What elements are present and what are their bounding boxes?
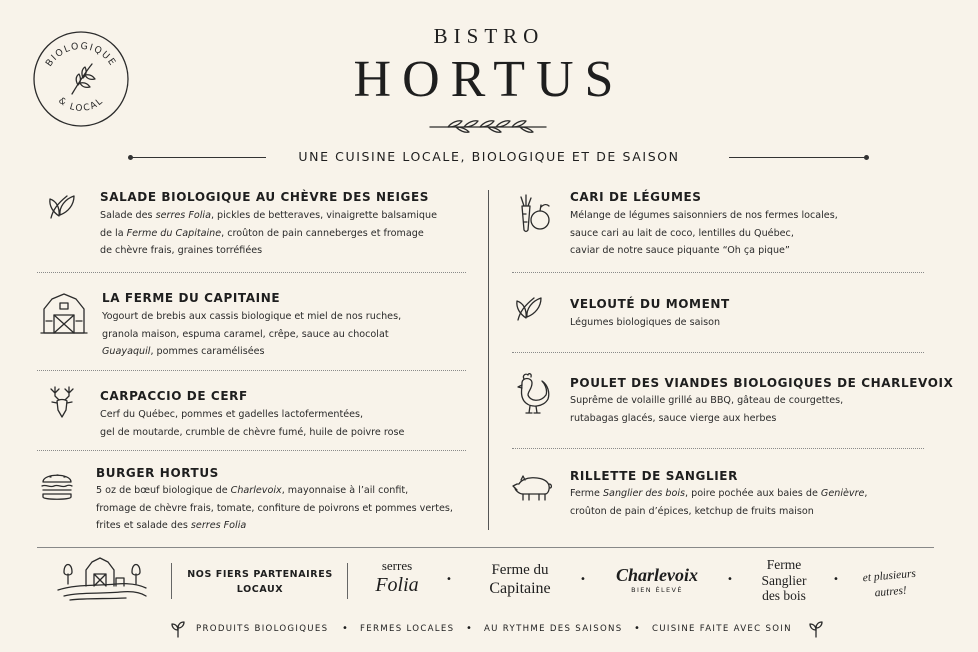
boar-icon bbox=[511, 472, 553, 502]
dish-desc-cari: Mélange de légumes saisonniers de nos fermes locales, sauce cari au lait de coco, lentilles du Québec, caviar de notre sauce piquante “Oh ça pique” bbox=[570, 210, 838, 257]
separator-bullet: • bbox=[833, 574, 839, 585]
dish-desc-rillette: Ferme Sanglier des bois, poire pochée aux baies de Genièvre, croûton de pain d’épices, ketchup de fruits maison bbox=[570, 488, 868, 517]
sprout-icon bbox=[170, 620, 186, 638]
dish-title-veloute: VELOUTÉ DU MOMENT bbox=[570, 297, 730, 311]
dish-desc-carpaccio: Cerf du Québec, pommes et gadelles lactofermentées, gel de moutarde, crumble de chèvre fumé, huile de poivre rose bbox=[100, 409, 405, 438]
dish-separator bbox=[37, 272, 466, 273]
footer-divider bbox=[171, 563, 172, 599]
dish-title-salade: SALADE BIOLOGIQUE AU CHÈVRE DES NEIGES bbox=[100, 190, 430, 204]
dish-separator bbox=[512, 352, 924, 353]
chicken-icon bbox=[512, 371, 552, 415]
deer-icon bbox=[46, 384, 78, 420]
bottom-strip-item: AU RYTHME DES SAISONS bbox=[484, 624, 623, 634]
barn-icon bbox=[40, 291, 88, 335]
footer-divider bbox=[347, 563, 348, 599]
dish-separator bbox=[512, 272, 924, 273]
partner-others: et plusieurs autres! bbox=[862, 567, 917, 600]
sprout-icon bbox=[808, 620, 824, 638]
partner-ferme-du-capitaine: Ferme du Capitaine bbox=[489, 562, 551, 597]
dish-title-rillette: RILLETTE DE SANGLIER bbox=[570, 469, 738, 483]
badge-text-bottom: & LOCAL bbox=[56, 95, 106, 114]
tagline-dot-right bbox=[864, 155, 869, 160]
separator-bullet: • bbox=[727, 574, 733, 585]
bottom-strip-item: CUISINE FAITE AVEC SOIN bbox=[652, 624, 792, 634]
dish-separator bbox=[37, 370, 466, 371]
brand-main: HORTUS bbox=[353, 51, 625, 108]
footer-rule bbox=[37, 547, 934, 548]
separator-bullet: • bbox=[634, 623, 640, 634]
column-divider bbox=[488, 190, 489, 530]
vegetables-icon bbox=[514, 192, 554, 234]
separator-bullet: • bbox=[342, 623, 348, 634]
separator-bullet: • bbox=[446, 574, 452, 585]
partner-charlevoix: Charlevoix BIEN ÉLEVÉ bbox=[615, 565, 698, 594]
separator-bullet: • bbox=[580, 574, 586, 585]
branch-ornament-icon bbox=[428, 114, 550, 136]
dish-title-cari: CARI DE LÉGUMES bbox=[570, 190, 702, 204]
bottom-strip-item: FERMES LOCALES bbox=[360, 624, 455, 634]
separator-bullet: • bbox=[466, 623, 472, 634]
leaf-icon bbox=[512, 292, 544, 324]
partner-serres-folia: serres Folia bbox=[375, 558, 419, 596]
dish-desc-veloute: Légumes biologiques de saison bbox=[570, 317, 721, 328]
burger-icon bbox=[40, 467, 74, 503]
dish-desc-salade: Salade des serres Folia, pickles de betteraves, vinaigrette balsamique de la Ferme du Capitaine, croûton de pain canneberges et fromage de chèvre frais, graines torréfiées bbox=[100, 210, 437, 257]
dish-title-poulet: POULET DES VIANDES BIOLOGIQUES DE CHARLEVOIX bbox=[570, 376, 954, 390]
brand-top: BISTRO bbox=[433, 24, 545, 48]
farm-landscape-icon bbox=[56, 556, 148, 602]
dish-title-ferme: LA FERME DU CAPITAINE bbox=[102, 291, 281, 305]
dish-separator bbox=[37, 450, 466, 451]
dish-desc-ferme: Yogourt de brebis aux cassis biologique et miel de nos ruches, granola maison, espuma caramel, crêpe, sauce au chocolat Guayaquil, pommes caramélisées bbox=[102, 311, 402, 358]
partner-ferme-sanglier-des-bois: Ferme Sanglier des bois bbox=[761, 557, 807, 603]
tagline: UNE CUISINE LOCALE, BIOLOGIQUE ET DE SAISON bbox=[298, 149, 680, 164]
dish-title-burger: BURGER HORTUS bbox=[96, 466, 219, 480]
dish-title-carpaccio: CARPACCIO DE CERF bbox=[100, 389, 248, 403]
partners-label: NOS FIERS PARTENAIRES LOCAUX bbox=[187, 569, 333, 595]
dish-desc-poulet: Suprême de volaille grillé au BBQ, gâteau de courgettes, rutabagas glacés, sauce vierge aux herbes bbox=[570, 395, 844, 424]
bottom-strip-item: PRODUITS BIOLOGIQUES bbox=[196, 624, 329, 634]
leaf-icon bbox=[45, 190, 77, 222]
tagline-rule-right bbox=[729, 157, 866, 158]
dish-desc-burger: 5 oz de bœuf biologique de Charlevoix, mayonnaise à l’ail confit, fromage de chèvre frais, tomate, confiture de poivrons et pommes vertes, frites et salade des serres Folia bbox=[96, 485, 453, 532]
dish-separator bbox=[512, 448, 924, 449]
badge-text-top: BIOLOGIQUE bbox=[43, 40, 119, 69]
